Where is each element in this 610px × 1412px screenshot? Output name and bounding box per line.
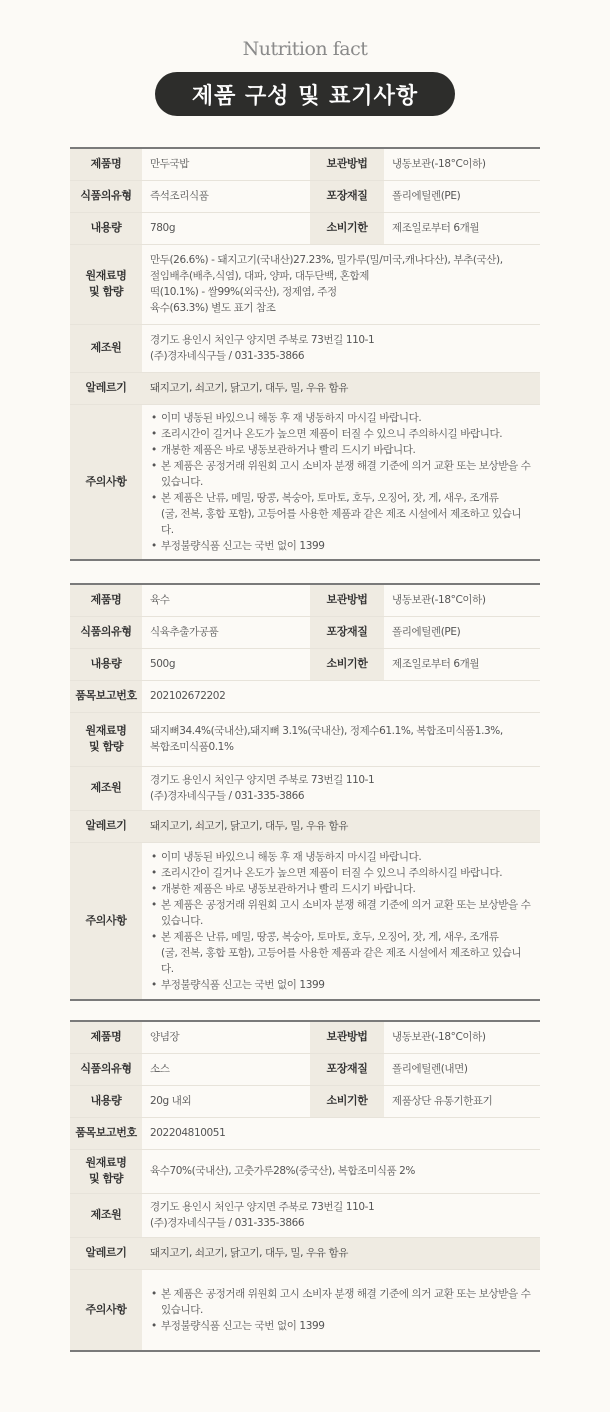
label-expiry [310,648,384,680]
caution-line: • 본 제품은 난류, 메밀, 땅콩, 복숭아, 토마토, 호두, 오징어, 잣, 게, 새우, 조개류 [161,930,499,943]
caution-line: • 본 제품은 공정거래 위원회 고시 소비자 분쟁 해결 기준에 의거 교환 또는 보상받을 수 [161,1287,531,1300]
value-manufacturer [142,324,540,372]
cell-text: 폴리에틸렌(PE) [392,626,461,638]
caution-line: (굴, 전복, 홍합 포함), 고등어를 사용한 제품과 같은 제조 시설에서 제조하고 있습니다. [161,507,522,536]
manufacturer-line: 경기도 용인시 처인구 양지면 주북로 73번길 110-1 [150,774,375,786]
ingredient-line: 절임배추(배추,식염), 대파, 양파, 대두단백, 혼합제 [150,270,369,282]
label-volume [70,1085,142,1117]
cell-text: 제품명 [90,157,122,171]
cell-text: 소비기한 [326,221,368,234]
label-line: 원재료명 [85,1156,127,1169]
ingredient-line: 육수70%(국내산), 고춧가루28%(중국산), 복합조미식품 2% [150,1165,415,1177]
label-caution [70,404,142,560]
label-ingredients [70,712,142,766]
cell-text: 돼지고기, 쇠고기, 닭고기, 대두, 밀, 우유 함유 [150,820,348,832]
info-row [70,616,540,648]
cell-text: 소스 [150,1063,170,1075]
cell-text: 보관방법 [326,1030,368,1044]
value-report [142,680,540,712]
label-ingredients [70,1149,142,1193]
caution-line: • 조리시간이 길거나 온도가 높으면 제품이 터질 수 있으니 주의하시길 바랍니다. [161,427,503,440]
cell-text: 내용량 [90,657,122,670]
label-line: 원재료명 [85,269,127,282]
label-food_type [70,180,142,212]
value-allergy [142,372,540,404]
value-product_name [142,148,310,180]
cell-text: 제조원 [90,341,122,354]
info-row-manufacturer [70,1193,540,1237]
cell-text: 냉동보관(-18°C이하) [392,594,486,607]
label-product_name [70,1021,142,1053]
info-row [70,1053,540,1085]
cell-text: 폴리에틸렌(PE) [392,190,461,202]
product-info-table [70,147,540,561]
cell-text: 식품의유형 [80,625,132,638]
cell-text: 돼지고기, 쇠고기, 닭고기, 대두, 밀, 우유 함유 [150,1247,348,1259]
caution-list [150,849,532,993]
caution-line: • 개봉한 제품은 바로 냉동보관하거나 빨리 드시기 바랍니다. [161,443,416,456]
cell-text: 식품의유형 [80,1062,132,1075]
label-ingredients [70,244,142,324]
info-row-caution [70,1269,540,1351]
caution-line: • 이미 냉동된 바있으니 해동 후 재 냉동하지 마시길 바랍니다. [161,411,422,424]
cell-text: 냉동보관(-18°C이하) [392,1031,486,1044]
info-row [70,148,540,180]
value-manufacturer [142,1193,540,1237]
caution-item [150,410,532,426]
value-caution [142,1269,540,1351]
cell-text: 품목보고번호 [75,689,137,702]
info-row-allergy [70,810,540,842]
label-allergy [70,372,142,404]
cell-text: 알레르기 [85,1246,127,1259]
caution-line: (굴, 전복, 홍합 포함), 고등어를 사용한 제품과 같은 제조 시설에서 제조하고 있습니다. [161,946,522,975]
info-row [70,584,540,616]
ingredient-line: 복합조미식품0.1% [150,741,234,753]
header-title-pill [155,72,455,116]
info-row-manufacturer [70,766,540,810]
value-packaging [384,1053,540,1085]
caution-item [150,865,532,881]
label-manufacturer [70,324,142,372]
value-product_name [142,1021,310,1053]
cell-text: 즉석조리식품 [150,190,209,202]
label-packaging [310,616,384,648]
caution-line: • 부정불량식품 신고는 국번 없이 1399 [161,978,325,991]
ingredient-line: 떡(10.1%) - 쌀99%(외국산), 정제염, 주정 [150,286,337,298]
label-allergy [70,1237,142,1269]
value-storage [384,148,540,180]
label-storage [310,584,384,616]
cell-text: 제품상단 유통기한표기 [392,1095,493,1107]
caution-line: • 이미 냉동된 바있으니 해동 후 재 냉동하지 마시길 바랍니다. [161,850,422,863]
label-caution [70,842,142,1000]
caution-line: • 개봉한 제품은 바로 냉동보관하거나 빨리 드시기 바랍니다. [161,882,416,895]
value-volume [142,1085,310,1117]
info-row-ingredients [70,1149,540,1193]
cell-text: 주의사항 [85,1302,127,1316]
cell-text: 제조원 [90,1208,122,1221]
label-packaging [310,1053,384,1085]
caution-line: 있습니다. [161,914,203,927]
label-report [70,680,142,712]
label-line: 및 함량 [88,740,124,753]
label-packaging [310,180,384,212]
label-line: 및 함량 [88,1172,124,1185]
label-expiry [310,212,384,244]
cell-text: 제품명 [90,593,122,607]
cell-text: 202102672202 [150,690,226,702]
value-manufacturer [142,766,540,810]
manufacturer-line: (주)경자네식구들 / 031-335-3866 [150,350,305,362]
value-packaging [384,616,540,648]
info-row-ingredients [70,244,540,324]
label-manufacturer [70,1193,142,1237]
label-manufacturer [70,766,142,810]
cell-text: 제품명 [90,1030,122,1044]
value-volume [142,648,310,680]
label-line: 원재료명 [85,724,127,737]
value-caution [142,404,540,560]
info-row-allergy [70,1237,540,1269]
info-row [70,180,540,212]
value-ingredients [142,1149,540,1193]
info-row-allergy [70,372,540,404]
header-title: 제품 구성 및 표기사항 [191,82,419,109]
cell-text: 포장재질 [326,189,368,202]
caution-item [150,442,532,458]
cell-text: 폴리에틸렌(내면) [392,1063,468,1075]
cell-text: 품목보고번호 [75,1126,137,1139]
label-storage [310,148,384,180]
caution-item [150,849,532,865]
cell-text: 포장재질 [326,625,368,638]
manufacturer-line: 경기도 용인시 처인구 양지면 주북로 73번길 110-1 [150,334,375,346]
value-ingredients [142,244,540,324]
label-food_type [70,616,142,648]
caution-item [150,426,532,442]
caution-line: • 본 제품은 공정거래 위원회 고시 소비자 분쟁 해결 기준에 의거 교환 또는 보상받을 수 [161,898,531,911]
label-volume [70,212,142,244]
label-line: 및 함량 [88,285,124,298]
caution-line: • 조리시간이 길거나 온도가 높으면 제품이 터질 수 있으니 주의하시길 바랍니다. [161,866,503,879]
info-row-caution [70,404,540,560]
info-row-report [70,680,540,712]
cell-text: 제조일로부터 6개월 [392,658,480,670]
info-row-caution [70,842,540,1000]
ingredient-line: 만두(26.6%) - 돼지고기(국내산)27.23%, 밀가루(밀/미국,캐나다산), 부추(국산), [150,254,503,266]
manufacturer-line: (주)경자네식구들 / 031-335-3866 [150,790,305,802]
value-expiry [384,1085,540,1117]
cell-text: 육수 [150,594,170,607]
info-row [70,212,540,244]
label-product_name [70,148,142,180]
value-ingredients [142,712,540,766]
info-row-report [70,1117,540,1149]
cell-text: 양념장 [150,1031,180,1044]
header-subtitle: Nutrition fact [242,38,368,60]
value-product_name [142,584,310,616]
info-row-ingredients [70,712,540,766]
manufacturer-line: 경기도 용인시 처인구 양지면 주북로 73번길 110-1 [150,1201,375,1213]
caution-item [150,1318,532,1334]
manufacturer-line: (주)경자네식구들 / 031-335-3866 [150,1217,305,1229]
info-row [70,1085,540,1117]
value-allergy [142,1237,540,1269]
value-expiry [384,648,540,680]
cell-text: 포장재질 [326,1062,368,1075]
caution-list [150,1286,532,1334]
caution-line: • 본 제품은 공정거래 위원회 고시 소비자 분쟁 해결 기준에 의거 교환 또는 보상받을 수 [161,459,531,472]
caution-item [150,977,532,993]
cell-text: 알레르기 [85,819,127,832]
info-row [70,648,540,680]
cell-text: 202204810051 [150,1127,226,1139]
caution-line: • 부정불량식품 신고는 국번 없이 1399 [161,1319,325,1332]
label-caution [70,1269,142,1351]
cell-text: 제조원 [90,781,122,794]
value-packaging [384,180,540,212]
cell-text: 500g [150,658,176,670]
label-food_type [70,1053,142,1085]
value-allergy [142,810,540,842]
value-volume [142,212,310,244]
caution-list [150,410,532,554]
caution-item [150,881,532,897]
caution-line: • 본 제품은 난류, 메밀, 땅콩, 복숭아, 토마토, 호두, 오징어, 잣, 게, 새우, 조개류 [161,491,499,504]
cell-text: 보관방법 [326,157,368,171]
value-report [142,1117,540,1149]
value-storage [384,584,540,616]
product-info-table [70,583,540,1001]
value-food_type [142,616,310,648]
caution-item [150,1286,532,1318]
label-expiry [310,1085,384,1117]
cell-text: 만두국밥 [150,158,189,171]
info-row-manufacturer [70,324,540,372]
value-expiry [384,212,540,244]
value-food_type [142,180,310,212]
caution-item [150,458,532,490]
cell-text: 20g 내외 [150,1095,192,1107]
product-info-table [70,1020,540,1352]
label-volume [70,648,142,680]
cell-text: 보관방법 [326,593,368,607]
caution-item [150,490,532,538]
caution-line: 있습니다. [161,475,203,488]
cell-text: 주의사항 [85,474,127,488]
cell-text: 식육추출가공품 [150,626,219,638]
label-allergy [70,810,142,842]
value-storage [384,1021,540,1053]
cell-text: 780g [150,222,176,234]
value-caution [142,842,540,1000]
cell-text: 주의사항 [85,913,127,927]
caution-line: 있습니다. [161,1303,203,1316]
ingredient-line: 돼지뼈34.4%(국내산),돼지뼈 3.1%(국내산), 정제수61.1%, 복합조미식품1.3%, [150,725,503,737]
cell-text: 소비기한 [326,1094,368,1107]
cell-text: 소비기한 [326,657,368,670]
cell-text: 제조일로부터 6개월 [392,222,480,234]
info-row [70,1021,540,1053]
label-storage [310,1021,384,1053]
cell-text: 내용량 [90,221,122,234]
cell-text: 냉동보관(-18°C이하) [392,158,486,171]
ingredient-line: 육수(63.3%) 별도 표기 참조 [150,302,276,314]
caution-item [150,538,532,554]
caution-item [150,929,532,977]
caution-item [150,897,532,929]
value-food_type [142,1053,310,1085]
label-product_name [70,584,142,616]
caution-line: • 부정불량식품 신고는 국번 없이 1399 [161,539,325,552]
cell-text: 돼지고기, 쇠고기, 닭고기, 대두, 밀, 우유 함유 [150,382,348,394]
label-report [70,1117,142,1149]
cell-text: 내용량 [90,1094,122,1107]
cell-text: 알레르기 [85,381,127,394]
cell-text: 식품의유형 [80,189,132,202]
